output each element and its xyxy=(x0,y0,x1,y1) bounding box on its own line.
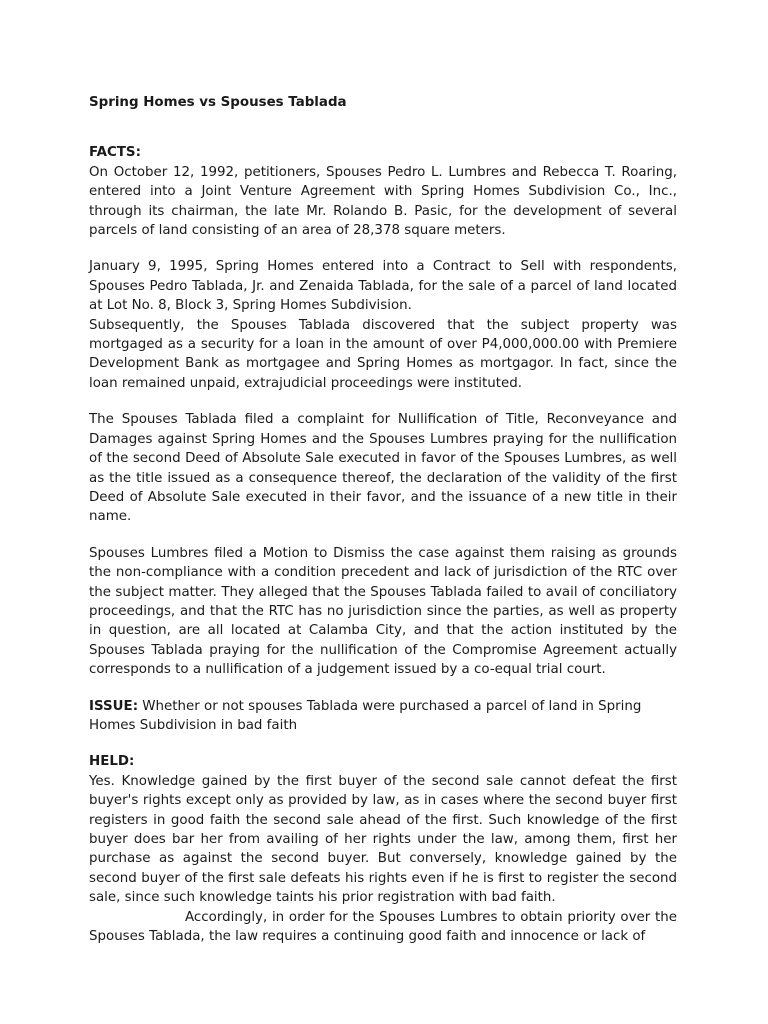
document-title: Spring Homes vs Spouses Tablada xyxy=(89,95,347,110)
facts-heading: FACTS: xyxy=(89,145,141,161)
issue-label: ISSUE: xyxy=(89,698,139,714)
held-paragraph: Yes. Knowledge gained by the first buyer of the second sale cannot defeat the first buyer's rights except only as provided by law, as in cases where the second buyer first registers in good faith the second sale ahead of the first. Such knowledge of the first buyer does bar her from availing of her rights under the law, among them, first her purchase as against the second buyer. But conversely, knowledge gained by the second buyer of the first sale defeats his rights even if he is first to register the second sale, since such knowledge taints his prior registration with bad faith. xyxy=(89,773,677,906)
document-page xyxy=(89,93,677,946)
held-paragraph: Accordingly, in order for the Spouses Lumbres to obtain priority over the Spouses Tablada, the law requires a continuing good faith and innocence or lack of xyxy=(89,909,677,945)
held-heading: HELD: xyxy=(89,754,135,770)
facts-paragraph: On October 12, 1992, petitioners, Spouses Pedro L. Lumbres and Rebecca T. Roaring, entered into a Joint Venture Agreement with Spring Homes Subdivision Co., Inc., through its chairman, the late Mr. Rolando B. Pasic, for the development of several parcels of land consisting of an area of 28,378 square meters. xyxy=(89,164,677,239)
facts-paragraph: January 9, 1995, Spring Homes entered into a Contract to Sell with respondents, Spouses Pedro Tablada, Jr. and Zenaida Tablada, for the sale of a parcel of land located at Lot No. 8, Block 3, Spring Homes Subdivision. xyxy=(89,259,677,314)
issue-text: Whether or not spouses Tablada were purchased a parcel of land in Spring Homes Subdivision in bad faith xyxy=(89,698,642,733)
issue-paragraph xyxy=(89,697,677,736)
facts-paragraph: Spouses Lumbres filed a Motion to Dismiss the case against them raising as grounds the non-compliance with a condition precedent and lack of jurisdiction of the RTC over the subject matter. They alleged that the Spouses Tablada failed to avail of conciliatory proceedings, and that the RTC has no jurisdiction since the parties, as well as property in question, are all located at Calamba City, and that the action instituted by the Spouses Tablada praying for the nullification of the Compromise Agreement actually corresponds to a nullification of a judgement issued by a co-equal trial court. xyxy=(89,545,677,678)
facts-paragraph: The Spouses Tablada filed a complaint for Nullification of Title, Reconveyance and Damages against Spring Homes and the Spouses Lumbres praying for the nullification of the second Deed of Absolute Sale executed in favor of the Spouses Lumbres, as well as the title issued as a consequence thereof, the declaration of the validity of the first Deed of Absolute Sale executed in their favor, and the issuance of a new title in their name. xyxy=(89,412,677,525)
facts-paragraph: Subsequently, the Spouses Tablada discovered that the subject property was mortgaged as a security for a loan in the amount of over P4,000,000.00 with Premiere Development Bank as mortgagee and Spring Homes as mortgagor. In fact, since the loan remained unpaid, extrajudicial proceedings were instituted. xyxy=(89,317,677,391)
